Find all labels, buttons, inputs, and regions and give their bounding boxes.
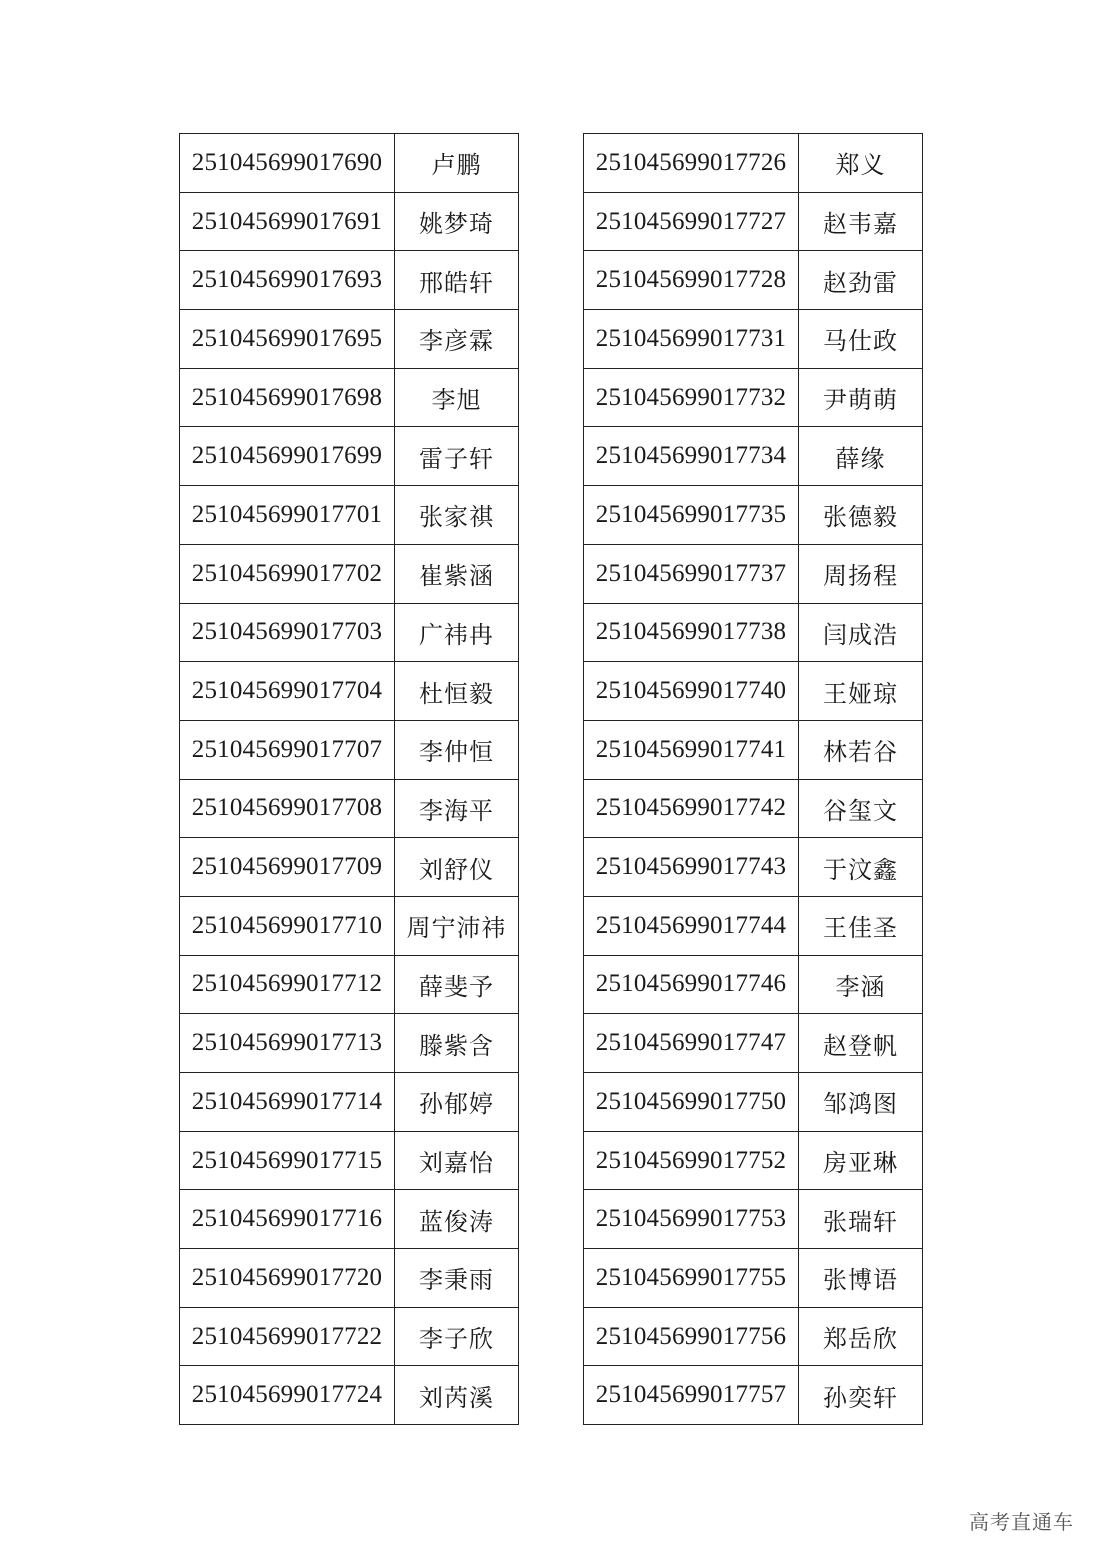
candidate-id-cell: 251045699017695 <box>180 310 395 369</box>
candidate-name-cell: 刘芮溪 <box>395 1366 519 1425</box>
table-row <box>584 1249 923 1308</box>
candidate-name-cell: 李涵 <box>799 955 923 1014</box>
candidate-id-cell: 251045699017753 <box>584 1190 799 1249</box>
candidate-name-cell: 张家祺 <box>395 486 519 545</box>
table-row <box>584 838 923 897</box>
candidate-id-cell: 251045699017747 <box>584 1014 799 1073</box>
table-row <box>584 720 923 779</box>
table-row <box>584 1073 923 1132</box>
candidate-name-cell: 郑岳欣 <box>799 1307 923 1366</box>
candidate-id-cell: 251045699017690 <box>180 134 395 193</box>
candidate-id-cell: 251045699017713 <box>180 1014 395 1073</box>
candidate-name-cell: 卢鹏 <box>395 134 519 193</box>
candidate-id-cell: 251045699017728 <box>584 251 799 310</box>
candidate-id-cell: 251045699017746 <box>584 955 799 1014</box>
candidate-name-cell: 房亚琳 <box>799 1131 923 1190</box>
table-row <box>180 603 519 662</box>
table-row <box>584 1366 923 1425</box>
table-row <box>180 1249 519 1308</box>
table-row <box>584 427 923 486</box>
table-row <box>180 896 519 955</box>
candidate-name-cell: 薛缘 <box>799 427 923 486</box>
candidate-name-cell: 尹萌萌 <box>799 368 923 427</box>
candidate-name-cell: 李海平 <box>395 779 519 838</box>
table-row <box>180 662 519 721</box>
candidate-id-cell: 251045699017732 <box>584 368 799 427</box>
roster-table-left-body <box>180 134 519 1425</box>
candidate-id-cell: 251045699017726 <box>584 134 799 193</box>
candidate-name-cell: 赵劲雷 <box>799 251 923 310</box>
table-row <box>584 192 923 251</box>
candidate-name-cell: 马仕政 <box>799 310 923 369</box>
candidate-name-cell: 李子欣 <box>395 1307 519 1366</box>
candidate-name-cell: 周扬程 <box>799 544 923 603</box>
table-row <box>584 251 923 310</box>
candidate-name-cell: 张博语 <box>799 1249 923 1308</box>
table-row <box>584 1131 923 1190</box>
candidate-name-cell: 赵韦嘉 <box>799 192 923 251</box>
table-row <box>584 310 923 369</box>
candidate-name-cell: 姚梦琦 <box>395 192 519 251</box>
table-row <box>180 368 519 427</box>
candidate-id-cell: 251045699017715 <box>180 1131 395 1190</box>
table-row <box>180 1307 519 1366</box>
candidate-name-cell: 林若谷 <box>799 720 923 779</box>
candidate-name-cell: 刘舒仪 <box>395 838 519 897</box>
table-row <box>180 720 519 779</box>
candidate-name-cell: 孙奕轩 <box>799 1366 923 1425</box>
candidate-name-cell: 谷玺文 <box>799 779 923 838</box>
candidate-id-cell: 251045699017707 <box>180 720 395 779</box>
candidate-id-cell: 251045699017724 <box>180 1366 395 1425</box>
table-row <box>180 1131 519 1190</box>
candidate-name-cell: 邢皓轩 <box>395 251 519 310</box>
candidate-id-cell: 251045699017756 <box>584 1307 799 1366</box>
candidate-name-cell: 李仲恒 <box>395 720 519 779</box>
candidate-id-cell: 251045699017735 <box>584 486 799 545</box>
candidate-name-cell: 于汶鑫 <box>799 838 923 897</box>
candidate-name-cell: 崔紫涵 <box>395 544 519 603</box>
candidate-id-cell: 251045699017731 <box>584 310 799 369</box>
candidate-id-cell: 251045699017720 <box>180 1249 395 1308</box>
candidate-id-cell: 251045699017708 <box>180 779 395 838</box>
table-row <box>180 1190 519 1249</box>
candidate-id-cell: 251045699017703 <box>180 603 395 662</box>
table-row <box>180 486 519 545</box>
table-row <box>584 1190 923 1249</box>
candidate-id-cell: 251045699017752 <box>584 1131 799 1190</box>
table-row <box>180 838 519 897</box>
candidate-name-cell: 孙郁婷 <box>395 1073 519 1132</box>
candidate-id-cell: 251045699017750 <box>584 1073 799 1132</box>
table-row <box>180 544 519 603</box>
table-row <box>584 603 923 662</box>
table-row <box>180 779 519 838</box>
candidate-id-cell: 251045699017712 <box>180 955 395 1014</box>
candidate-name-cell: 李秉雨 <box>395 1249 519 1308</box>
candidate-id-cell: 251045699017716 <box>180 1190 395 1249</box>
table-row <box>180 251 519 310</box>
candidate-name-cell: 周宁沛祎 <box>395 896 519 955</box>
candidate-id-cell: 251045699017701 <box>180 486 395 545</box>
candidate-id-cell: 251045699017691 <box>180 192 395 251</box>
table-row <box>584 662 923 721</box>
candidate-id-cell: 251045699017744 <box>584 896 799 955</box>
candidate-id-cell: 251045699017709 <box>180 838 395 897</box>
candidate-id-cell: 251045699017699 <box>180 427 395 486</box>
candidate-id-cell: 251045699017693 <box>180 251 395 310</box>
candidate-name-cell: 张德毅 <box>799 486 923 545</box>
candidate-name-cell: 李旭 <box>395 368 519 427</box>
watermark-text: 高考直通车 <box>969 1510 1074 1534</box>
candidate-name-cell: 王娅琼 <box>799 662 923 721</box>
roster-table-right <box>583 133 923 1425</box>
candidate-id-cell: 251045699017714 <box>180 1073 395 1132</box>
table-row <box>584 779 923 838</box>
candidate-name-cell: 杜恒毅 <box>395 662 519 721</box>
candidate-name-cell: 邹鸿图 <box>799 1073 923 1132</box>
candidate-id-cell: 251045699017741 <box>584 720 799 779</box>
candidate-id-cell: 251045699017702 <box>180 544 395 603</box>
candidate-name-cell: 郑义 <box>799 134 923 193</box>
candidate-name-cell: 赵登帆 <box>799 1014 923 1073</box>
candidate-id-cell: 251045699017737 <box>584 544 799 603</box>
candidate-name-cell: 闫成浩 <box>799 603 923 662</box>
candidate-name-cell: 王佳圣 <box>799 896 923 955</box>
table-row <box>180 134 519 193</box>
candidate-id-cell: 251045699017727 <box>584 192 799 251</box>
table-row <box>584 955 923 1014</box>
candidate-id-cell: 251045699017743 <box>584 838 799 897</box>
table-row <box>180 427 519 486</box>
table-row <box>180 1366 519 1425</box>
table-row <box>180 1014 519 1073</box>
candidate-id-cell: 251045699017738 <box>584 603 799 662</box>
candidate-id-cell: 251045699017710 <box>180 896 395 955</box>
roster-table-left <box>179 133 519 1425</box>
candidate-id-cell: 251045699017757 <box>584 1366 799 1425</box>
candidate-id-cell: 251045699017722 <box>180 1307 395 1366</box>
table-row <box>180 310 519 369</box>
candidate-name-cell: 张瑞轩 <box>799 1190 923 1249</box>
candidate-name-cell: 刘嘉怡 <box>395 1131 519 1190</box>
candidate-name-cell: 蓝俊涛 <box>395 1190 519 1249</box>
table-row <box>180 955 519 1014</box>
candidate-name-cell: 广祎冉 <box>395 603 519 662</box>
candidate-id-cell: 251045699017734 <box>584 427 799 486</box>
table-row <box>584 486 923 545</box>
candidate-name-cell: 李彦霖 <box>395 310 519 369</box>
candidate-name-cell: 滕紫含 <box>395 1014 519 1073</box>
candidate-name-cell: 雷子轩 <box>395 427 519 486</box>
table-row <box>584 544 923 603</box>
roster-table-right-body <box>584 134 923 1425</box>
table-row <box>584 896 923 955</box>
table-row <box>180 1073 519 1132</box>
table-row <box>584 368 923 427</box>
candidate-id-cell: 251045699017698 <box>180 368 395 427</box>
table-row <box>584 1307 923 1366</box>
candidate-id-cell: 251045699017740 <box>584 662 799 721</box>
table-row <box>180 192 519 251</box>
candidate-id-cell: 251045699017742 <box>584 779 799 838</box>
candidate-id-cell: 251045699017755 <box>584 1249 799 1308</box>
table-row <box>584 1014 923 1073</box>
table-row <box>584 134 923 193</box>
candidate-id-cell: 251045699017704 <box>180 662 395 721</box>
candidate-name-cell: 薛斐予 <box>395 955 519 1014</box>
